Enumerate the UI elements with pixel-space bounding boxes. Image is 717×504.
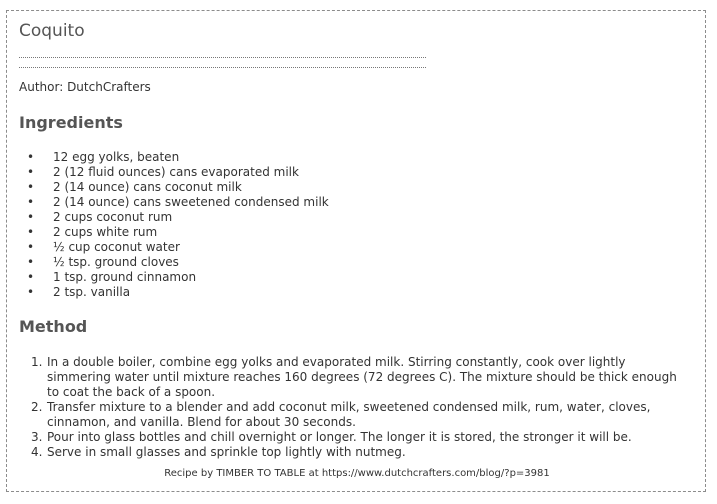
title-divider [19,57,426,68]
ingredients-list [19,150,329,300]
ingredient-item [19,255,329,270]
step-number: 3. [31,430,43,444]
footer-source: TIMBER TO TABLE [216,468,306,479]
step-number: 2. [31,400,43,414]
method-step [19,445,689,460]
step-text: Pour into glass bottles and chill overnight or longer. The longer it is stored, the stronger it will be. [47,430,632,444]
method-step [19,430,689,445]
ingredient-text: 2 cups white rum [53,225,158,239]
step-text: In a double boiler, combine egg yolks and evaporated milk. Stirring constantly, cook over lightly simmering water until mixture reaches 160 degrees (72 degrees C). The mixture should be thick enough to coat the back of a spoon. [47,355,677,399]
ingredient-text: ½ cup coconut water [53,240,180,254]
footer-url-link[interactable]: https://www.dutchcrafters.com/blog/?p=3981 [321,468,550,479]
ingredient-text: 1 tsp. ground cinnamon [53,270,197,284]
ingredient-text: ½ tsp. ground cloves [53,255,179,269]
ingredient-item [19,210,329,225]
ingredient-text: 2 (14 ounce) cans coconut milk [53,180,242,194]
ingredient-item [19,240,329,255]
ingredient-text: 2 tsp. vanilla [53,285,131,299]
bullet-icon: • [27,240,35,254]
recipe-author [19,80,151,94]
ingredient-text: 2 cups coconut rum [53,210,173,224]
bullet-icon: • [27,165,35,179]
bullet-icon: • [27,270,35,284]
bullet-icon: • [27,180,35,194]
method-step [19,400,689,430]
footer-at: at [308,468,319,479]
step-text: Serve in small glasses and sprinkle top lightly with nutmeg. [47,445,406,459]
bullet-icon: • [27,225,35,239]
recipe-title: Coquito [19,21,85,41]
ingredient-item [19,195,329,210]
ingredient-text: 2 (14 ounce) cans sweetened condensed milk [53,195,329,209]
ingredient-item [19,150,329,165]
footer-prefix: Recipe by [164,468,214,479]
method-step [19,355,689,400]
method-list [19,355,689,460]
bullet-icon: • [27,195,35,209]
author-name: DutchCrafters [67,80,151,94]
ingredient-text: 2 (12 fluid ounces) cans evaporated milk [53,165,299,179]
ingredient-item [19,165,329,180]
recipe-card [6,10,706,492]
ingredient-item [19,180,329,195]
ingredient-item [19,270,329,285]
method-heading: Method [19,317,88,336]
bullet-icon: • [27,285,35,299]
step-text: Transfer mixture to a blender and add coconut milk, sweetened condensed milk, rum, water, cloves, cinnamon, and vanilla. Blend for about 30 seconds. [47,400,651,429]
step-number: 1. [31,355,43,369]
ingredient-item [19,285,329,300]
ingredient-text: 12 egg yolks, beaten [53,150,180,164]
step-number: 4. [31,445,43,459]
ingredients-heading: Ingredients [19,113,123,132]
ingredient-item [19,225,329,240]
bullet-icon: • [27,255,35,269]
bullet-icon: • [27,210,35,224]
author-label: Author: [19,80,64,94]
bullet-icon: • [27,150,35,164]
recipe-footer [7,468,707,479]
